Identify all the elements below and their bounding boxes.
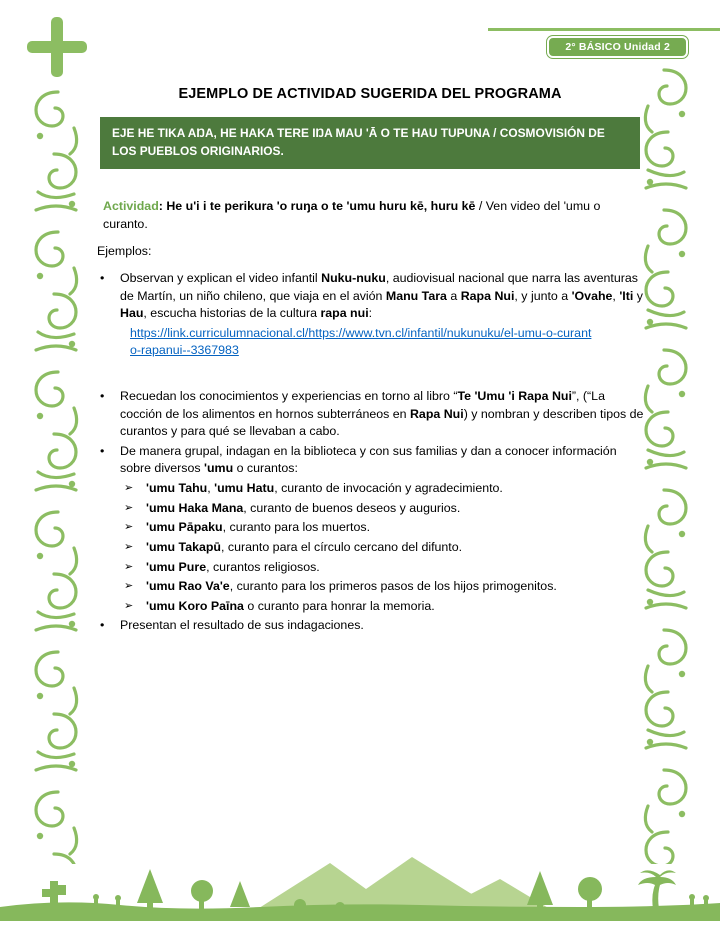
link-row bbox=[100, 325, 650, 360]
arrow-bullet-icon: ➢ bbox=[124, 599, 134, 612]
examples-label: Ejemplos: bbox=[97, 244, 152, 258]
sublist-item-text: 'umu Tahu, 'umu Hatu, curanto de invocación y agradecimiento. bbox=[146, 481, 503, 496]
arrow-bullet-icon: ➢ bbox=[124, 482, 134, 495]
list-item-text: Recuedan los conocimientos y experiencias en torno al libro “Te 'Umu 'i Rapa Nui”, (“La cocción de los alimentos en hornos subterráneos en Rapa Nui) y nombran y describen tipos de curantos y para qué se llevaban a cabo. bbox=[120, 389, 644, 439]
sublist-item-text: 'umu Takapū, curanto para el círculo cercano del difunto. bbox=[146, 539, 463, 554]
header-rule bbox=[488, 28, 720, 31]
sublist-item bbox=[124, 539, 650, 557]
examples-list bbox=[100, 270, 650, 637]
bullet-icon: • bbox=[100, 618, 105, 633]
arrow-bullet-icon: ➢ bbox=[124, 540, 134, 553]
corner-cross-ornament bbox=[24, 14, 90, 80]
curanto-sublist bbox=[124, 480, 650, 615]
bottom-landscape-illustration bbox=[0, 853, 720, 925]
list-item-text: Observan y explican el video infantil Nuku-nuku, audiovisual nacional que narra las aventuras de Martín, un niño chileno, que viaja en el avión Manu Tara a Rapa Nui, y junto a 'Ovahe, 'Iti y Hau, escucha historias de la cultura rapa nui: bbox=[120, 271, 643, 321]
bullet-icon: • bbox=[100, 389, 105, 404]
page-title: EJEMPLO DE ACTIVIDAD SUGERIDA DEL PROGRAMA bbox=[178, 86, 562, 102]
sublist-item bbox=[124, 519, 650, 537]
sublist-item-text: 'umu Koro Paīna o curanto para honrar la memoria. bbox=[146, 598, 435, 613]
list-item bbox=[100, 270, 650, 323]
list-item-text: De manera grupal, indagan en la biblioteca y con sus familias y dan a conocer información sobre diversos 'umu o curantos: bbox=[120, 443, 617, 476]
bullet-icon: • bbox=[100, 443, 105, 458]
list-item bbox=[100, 443, 650, 478]
sublist-item bbox=[124, 500, 650, 518]
sublist-item bbox=[124, 559, 650, 577]
sublist-item-text: 'umu Rao Va'e, curanto para los primeros pasos de los hijos primogenitos. bbox=[146, 579, 557, 594]
unit-badge: 2° BÁSICO Unidad 2 bbox=[547, 36, 688, 58]
left-border-ornament bbox=[28, 84, 84, 864]
video-link[interactable]: https://link.curriculumnacional.cl/https://www.tvn.cl/infantil/nukunuku/el-umu-o-curanto-rapanui--3367983 bbox=[130, 325, 592, 358]
sublist-item bbox=[124, 480, 650, 498]
list-item bbox=[100, 388, 650, 441]
sublist-item-text: 'umu Haka Mana, curanto de buenos deseos y augurios. bbox=[146, 500, 461, 515]
activity-line: Actividad: He u'i i te perikura 'o ruŋa o te 'umu huru kē, huru kē / Ven video del 'umu o curanto. bbox=[103, 199, 601, 231]
sublist-item-text: 'umu Pure, curantos religiosos. bbox=[146, 559, 320, 574]
arrow-bullet-icon: ➢ bbox=[124, 501, 134, 514]
arrow-bullet-icon: ➢ bbox=[124, 560, 134, 573]
list-item bbox=[100, 617, 650, 635]
sublist-item bbox=[124, 578, 650, 596]
list-item-text: Presentan el resultado de sus indagaciones. bbox=[120, 618, 364, 633]
sublist-item bbox=[124, 598, 650, 616]
arrow-bullet-icon: ➢ bbox=[124, 580, 134, 593]
bullet-icon: • bbox=[100, 271, 105, 285]
eje-banner: EJE HE TIKA AŊA, HE HAKA TERE IŊA MAU 'Ā O TE HAU TUPUNA / COSMOVISIÓN DE LOS PUEBLOS ORIGINARIOS. bbox=[100, 117, 640, 169]
sublist-item-text: 'umu Pāpaku, curanto para los muertos. bbox=[146, 520, 371, 535]
arrow-bullet-icon: ➢ bbox=[124, 521, 134, 534]
